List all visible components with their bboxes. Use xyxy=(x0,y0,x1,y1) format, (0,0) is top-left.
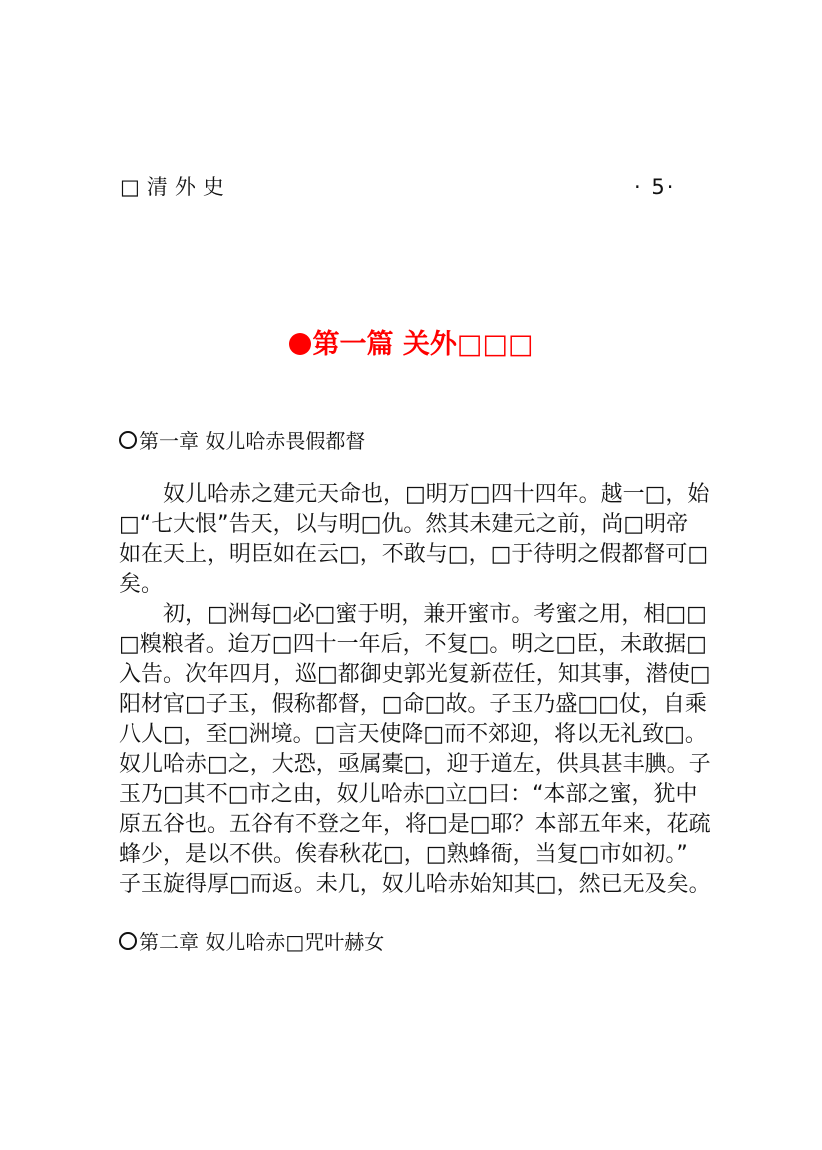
text-line: □“七大恨”告天，以与明□仇。然其未建元之前，尚□明帝 xyxy=(119,512,689,537)
text-line: 如在天上，明臣如在云□，不敢与□，□于待明之假都督可□ xyxy=(119,542,709,567)
page-number: · 5· xyxy=(634,175,676,199)
chapter-heading-text: 第一章 奴儿哈赤畏假都督 xyxy=(139,429,366,453)
text-line: 子玉旋得厚□而返。未几，奴儿哈赤始知其□，然已无及矣。 xyxy=(119,872,711,897)
running-head-title: □清外史 xyxy=(120,175,231,199)
text-line: 奴儿哈赤之建元天命也，□明万□四十四年。越一□，始 xyxy=(163,482,710,507)
part-heading-text: 第一篇 关外□□□ xyxy=(312,329,534,360)
circle-bullet-icon xyxy=(119,932,137,950)
text-line: 八人□，至□洲境。□言天使降□而不郊迎，将以无礼致□。 xyxy=(119,722,707,747)
text-line: 初，□洲每□必□蜜于明，兼开蜜市。考蜜之用，相□□ xyxy=(163,602,707,627)
text-line: 入告。次年四月，巡□都御史郭光复新莅任，知其事，潜使□ xyxy=(119,662,711,687)
circle-bullet-icon xyxy=(119,431,137,449)
chapter-heading xyxy=(119,427,365,455)
text-line: 蜂少，是以不供。俟春秋花□，□熟蜂衙，当复□市如初。” xyxy=(119,842,688,867)
text-line: □糗粮者。迨万□四十一年后，不复□。明之□臣，未敢据□ xyxy=(119,632,707,657)
text-line: 奴儿哈赤□之，大恐，亟属橐□，迎于道左，供具甚丰腆。子 xyxy=(119,752,711,777)
chapter-heading-text: 第二章 奴儿哈赤□咒叶赫女 xyxy=(139,930,385,954)
chapter-body xyxy=(119,480,719,900)
chapter-heading xyxy=(119,928,384,956)
text-line: 玉乃□其不□市之由，奴儿哈赤□立□曰：“本部之蜜，犹中 xyxy=(119,782,698,807)
text-line: 矣。 xyxy=(119,572,164,597)
part-heading xyxy=(0,327,822,363)
text-line: 原五谷也。五谷有不登之年，将□是□耶？本部五年来，花疏 xyxy=(119,812,711,837)
red-bullet-icon xyxy=(289,333,311,355)
text-line: 阳材官□子玉，假称都督，□命□故。子玉乃盛□□仗，自乘 xyxy=(119,692,707,717)
